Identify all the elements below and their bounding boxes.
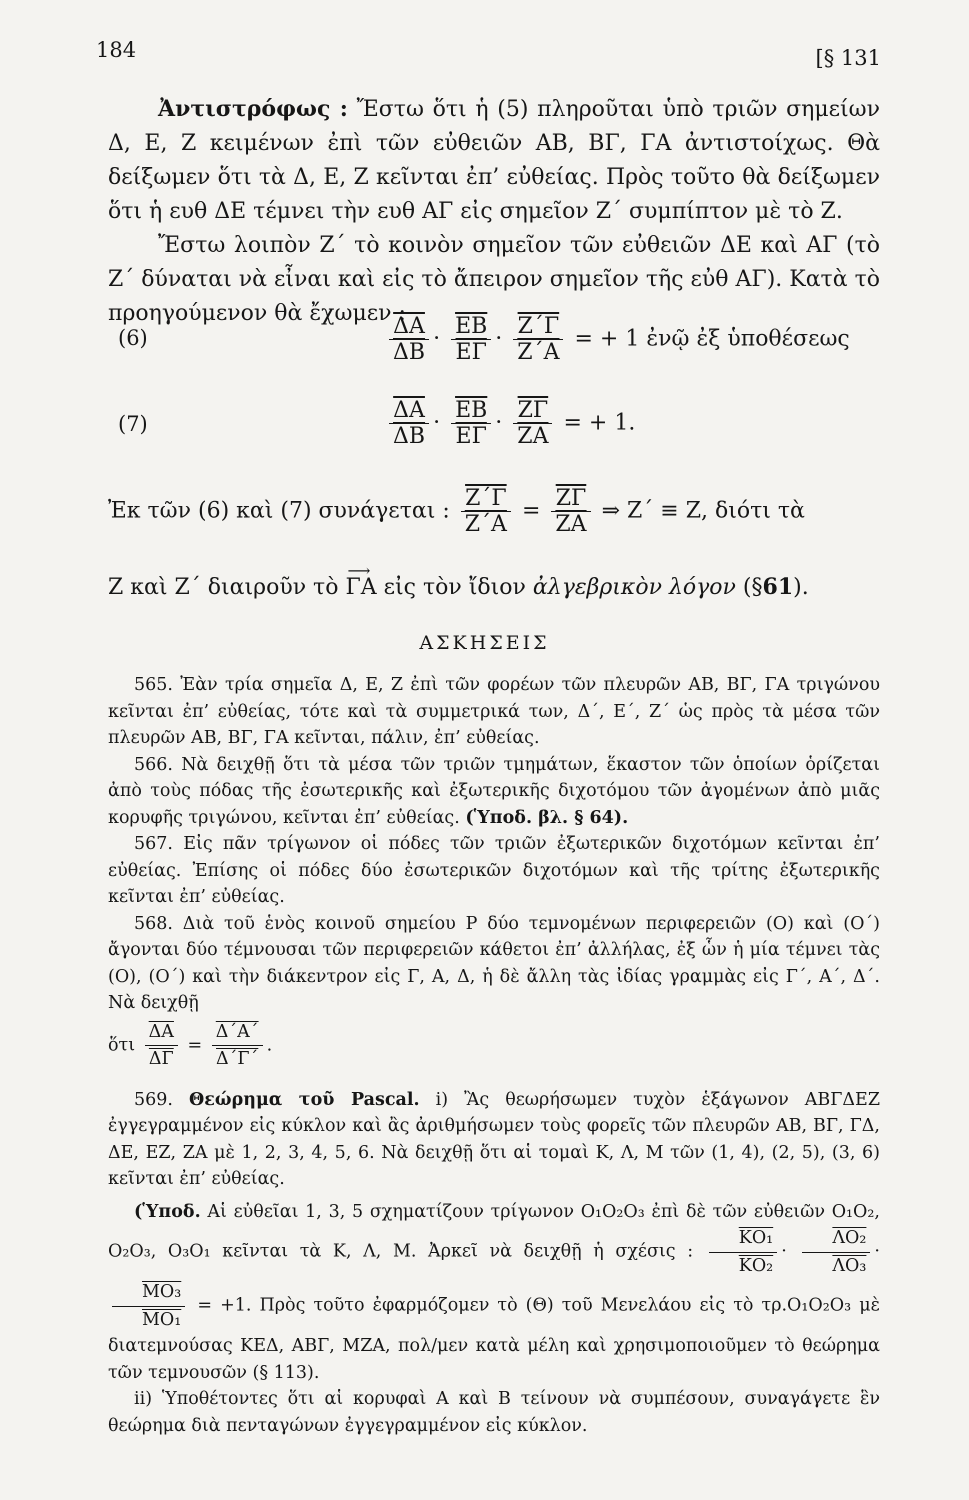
hint-fraction-2: $\frac{\text{ΛΟ₂}}{\text{ΛΟ₃}}$ <box>802 1225 870 1279</box>
eq7-rhs: = + 1. <box>563 410 636 436</box>
converse-paragraph-2: Ἔστω λοιπὸν Ζ΄ τὸ κοινὸν σημεῖον τῶν εὐθειῶν ΔΕ καὶ ΑΓ (τὸ Ζ΄ δύναται νὰ εἶναι καὶ εἰς τὸ ἄπειρον σημεῖον τῆς εὐθ ΑΓ). Κατὰ τὸ προηγούμενον θὰ ἔχωμεν : <box>108 233 880 326</box>
section-reference: [§ 131 <box>815 46 881 70</box>
exercise-567: 567. Εἰς πᾶν τρίγωνον οἱ πόδες τῶν τριῶν ἐξωτερικῶν διχοτόμων κεῖνται ἐπ’ εὐθείας. Ἐπίσης οἱ πόδες δύο ἐσωτερικῶν διχοτόμων καὶ τῆς τρίτης ἐξωτερικῆς κεῖνται ἐπ’ εὐθείας. <box>108 834 880 907</box>
exercise-569: 569. Θεώρημα τοῦ Pascal. i) Ἂς θεωρήσωμεν τυχὸν ἑξάγωνον ΑΒΓΔΕΖ ἐγγεγραμμένον εἰς κύκλον καὶ ἂς ἀριθμήσωμεν τοὺς φορεῖς τῶν πλευρῶν ΑΒ, ΒΓ, ΓΔ, ΔΕ, ΕΖ, ΖΑ μὲ 1, 2, 3, 4, 5, 6. Νὰ δειχθῇ ὅτι αἱ τομαὶ Κ, Λ, Μ τῶν (1, 4), (2, 5), (3, 6) κεῖνται ἐπ’ εὐθείας. <box>108 1089 880 1189</box>
eq7-fraction-3: $\frac{\overline{Z\Gamma}}{ZA}$ <box>513 398 552 449</box>
hint-fraction-1: $\frac{\text{ΚΟ₁}}{\text{ΚΟ₂}}$ <box>709 1225 777 1279</box>
conclusion-fraction-2: $\frac{\overline{Z\Gamma}}{ZA}$ <box>551 486 590 537</box>
eq6-rhs: = + 1 ἐνῷ ἐξ ὑποθέσεως <box>574 326 850 352</box>
page-number: 184 <box>96 38 137 62</box>
equation-7: $\frac{\overline{\Delta A}}{\Delta B}$ · $\frac{\overline{EB}}{E\Gamma}$ · $\frac{\overline{Z\Gamma}}{ZA}$ = + 1. <box>385 398 635 449</box>
equation-7-label: (7) <box>118 412 148 436</box>
eq7-fraction-1: $\frac{\overline{\Delta A}}{\Delta B}$ <box>389 398 429 449</box>
exercise-569-part-ii: ii) Ὑποθέτοντες ὅτι αἱ κορυφαὶ Α καὶ Β τείνουν νὰ συμπέσουν, συναγάγετε ἓν θεώρημα διὰ πενταγώνων ἐγγεγραμμένον εἰς κύκλον. <box>108 1389 880 1436</box>
conclusion-line-2: Ζ καὶ Ζ΄ διαιροῦν τὸ ⟶ ΓΑ εἰς τὸν ἴδιον ἀλγεβρικὸν λόγον (§61). <box>108 561 809 600</box>
exercises <box>108 672 880 1439</box>
pascal-theorem-title: Θεώρημα τοῦ Pascal. <box>189 1089 420 1110</box>
converse-lead: Ἀντιστρόφως : <box>158 96 348 122</box>
equation-6-label: (6) <box>118 326 148 350</box>
converse-proof <box>108 92 880 331</box>
exercise-568-equation: ὅτι $\frac{\overline{\Delta A}}{\Delta\Gamma}$ = $\frac{\Delta΄A΄}{\Delta΄\Gamma΄}$ . <box>108 1019 880 1073</box>
vector-arrow-icon: ⟶ <box>347 561 371 580</box>
hint-fraction-3: $\frac{\text{ΜΟ₃}}{\text{ΜΟ₁}}$ <box>112 1279 185 1333</box>
eq7-fraction-2: $\frac{\overline{EB}}{E\Gamma}$ <box>451 398 491 449</box>
eq6-fraction-3: $\frac{\overline{Z΄\Gamma}}{Z΄A}$ <box>513 314 563 365</box>
conclusion-line: Ἐκ τῶν (6) καὶ (7) συνάγεται : $\frac{\overline{Z΄\Gamma}}{Z΄A}$ = $\frac{\overline{Z\Gamma}}{ZA}$ ⇒ Ζ΄ ≡ Ζ, διότι τὰ <box>108 486 805 537</box>
ex568-fraction-1: $\frac{\overline{\Delta A}}{\Delta\Gamma}$ <box>145 1019 178 1073</box>
exercises-heading: ΑΣΚΗΣΕΙΣ <box>419 632 550 654</box>
converse-paragraph-1: Ἀντιστρόφως : Ἔστω ὅτι ἡ (5) πληροῦται ὑπὸ τριῶν σημείων Δ, Ε, Ζ κειμένων ἐπὶ τῶν εὐθειῶν ΑΒ, ΒΓ, ΓΑ ἀντιστοίχως. Θὰ δείξωμεν ὅτι τὰ Δ, Ε, Ζ κεῖνται ἐπ’ εὐθείας. Πρὸς τοῦτο θὰ δείξωμεν ὅτι ἡ ευθ ΔΕ τέμνει τὴν ευθ ΑΓ εἰς σημεῖον Ζ΄ συμπίπτον μὲ τὸ Ζ. <box>108 96 880 224</box>
exercise-568: 568. Διὰ τοῦ ἑνὸς κοινοῦ σημείου Ρ δύο τεμνομένων περιφερειῶν (Ο) καὶ (Ο΄) ἄγονται δύο τέμνουσαι τῶν περιφερειῶν κάθετοι ἐπ’ ἀλλήλας, ἐξ ὧν ἡ μία τέμνει τὰς (Ο), (Ο΄) καὶ τὴν διάκεντρον εἰς Γ, Α, Δ, ἡ δὲ ἄλλη τὰς ἰδίας γραμμὰς εἰς Γ΄, Α΄, Δ΄. Νὰ δειχθῇ <box>108 913 880 1013</box>
eq6-fraction-2: $\frac{\overline{EB}}{E\Gamma}$ <box>451 314 491 365</box>
ex568-fraction-2: $\frac{\Delta΄A΄}{\Delta΄\Gamma΄}$ <box>212 1019 263 1073</box>
exercise-566: 566. Νὰ δειχθῇ ὅτι τὰ μέσα τῶν τριῶν τμημάτων, ἕκαστον τῶν ὁποίων ὁρίζεται ἀπὸ τοὺς πόδας τῆς ἐσωτερικῆς καὶ ἐξωτερικῆς διχοτόμου τῶν ἀγομένων ἀπὸ μιᾶς κορυφῆς τριγώνου, κεῖνται ἐπ’ εὐθείας. (Ὑποδ. βλ. § 64). <box>108 754 880 828</box>
eq6-fraction-1: $\frac{\overline{\Delta A}}{\Delta B}$ <box>389 314 429 365</box>
vector-segment: ⟶ ΓΑ <box>345 561 377 600</box>
exercise-565: 565. Ἐὰν τρία σημεῖα Δ, Ε, Ζ ἐπὶ τῶν φορέων τῶν πλευρῶν ΑΒ, ΒΓ, ΓΑ τριγώνου κεῖνται ἐπ’ εὐθείας, τότε καὶ τὰ συμμετρικά των, Δ΄, Ε΄, Ζ΄ ὡς πρὸς τὰ μέσα τῶν πλευρῶν ΑΒ, ΒΓ, ΓΑ κεῖνται, πάλιν, ἐπ’ εὐθείας. <box>108 675 880 748</box>
equation-6: $\frac{\overline{\Delta A}}{\Delta B}$ · $\frac{\overline{EB}}{E\Gamma}$ · $\frac{\overline{Z΄\Gamma}}{Z΄A}$ = + 1 ἐνῷ ἐξ ὑποθέσεως <box>385 314 850 365</box>
conclusion-fraction-1: $\frac{\overline{Z΄\Gamma}}{Z΄A}$ <box>461 486 511 537</box>
exercise-569-hint: (Ὑποδ. Αἱ εὐθεῖαι 1, 3, 5 σχηματίζουν τρίγωνον Ο₁Ο₂Ο₃ ἐπὶ δὲ τῶν εὐθειῶν Ο₁Ο₂, Ο₂Ο₃, Ο₃Ο₁ κεῖνται τὰ Κ, Λ, Μ. Ἀρκεῖ νὰ δειχθῇ ἡ σχέσις : $\frac{\text{ΚΟ₁}}{\text{ΚΟ₂}}$ · $\frac{\text{ΛΟ₂}}{\text{ΛΟ₃}}$ · $\frac{\text{ΜΟ₃}}{\text{ΜΟ₁}}$ = +1. Πρὸς τοῦτο ἐφαρμόζομεν τὸ (Θ) τοῦ Μενελάου εἰς τὸ τρ.Ο₁Ο₂Ο₃ μὲ διατεμνούσας ΚΕΔ, ΑΒΓ, ΜΖΑ, πολ/μεν κατὰ μέλη καὶ χρησιμοποιοῦμεν τὸ θεώρημα τῶν τεμνουσῶν (§ 113). <box>108 1201 880 1383</box>
